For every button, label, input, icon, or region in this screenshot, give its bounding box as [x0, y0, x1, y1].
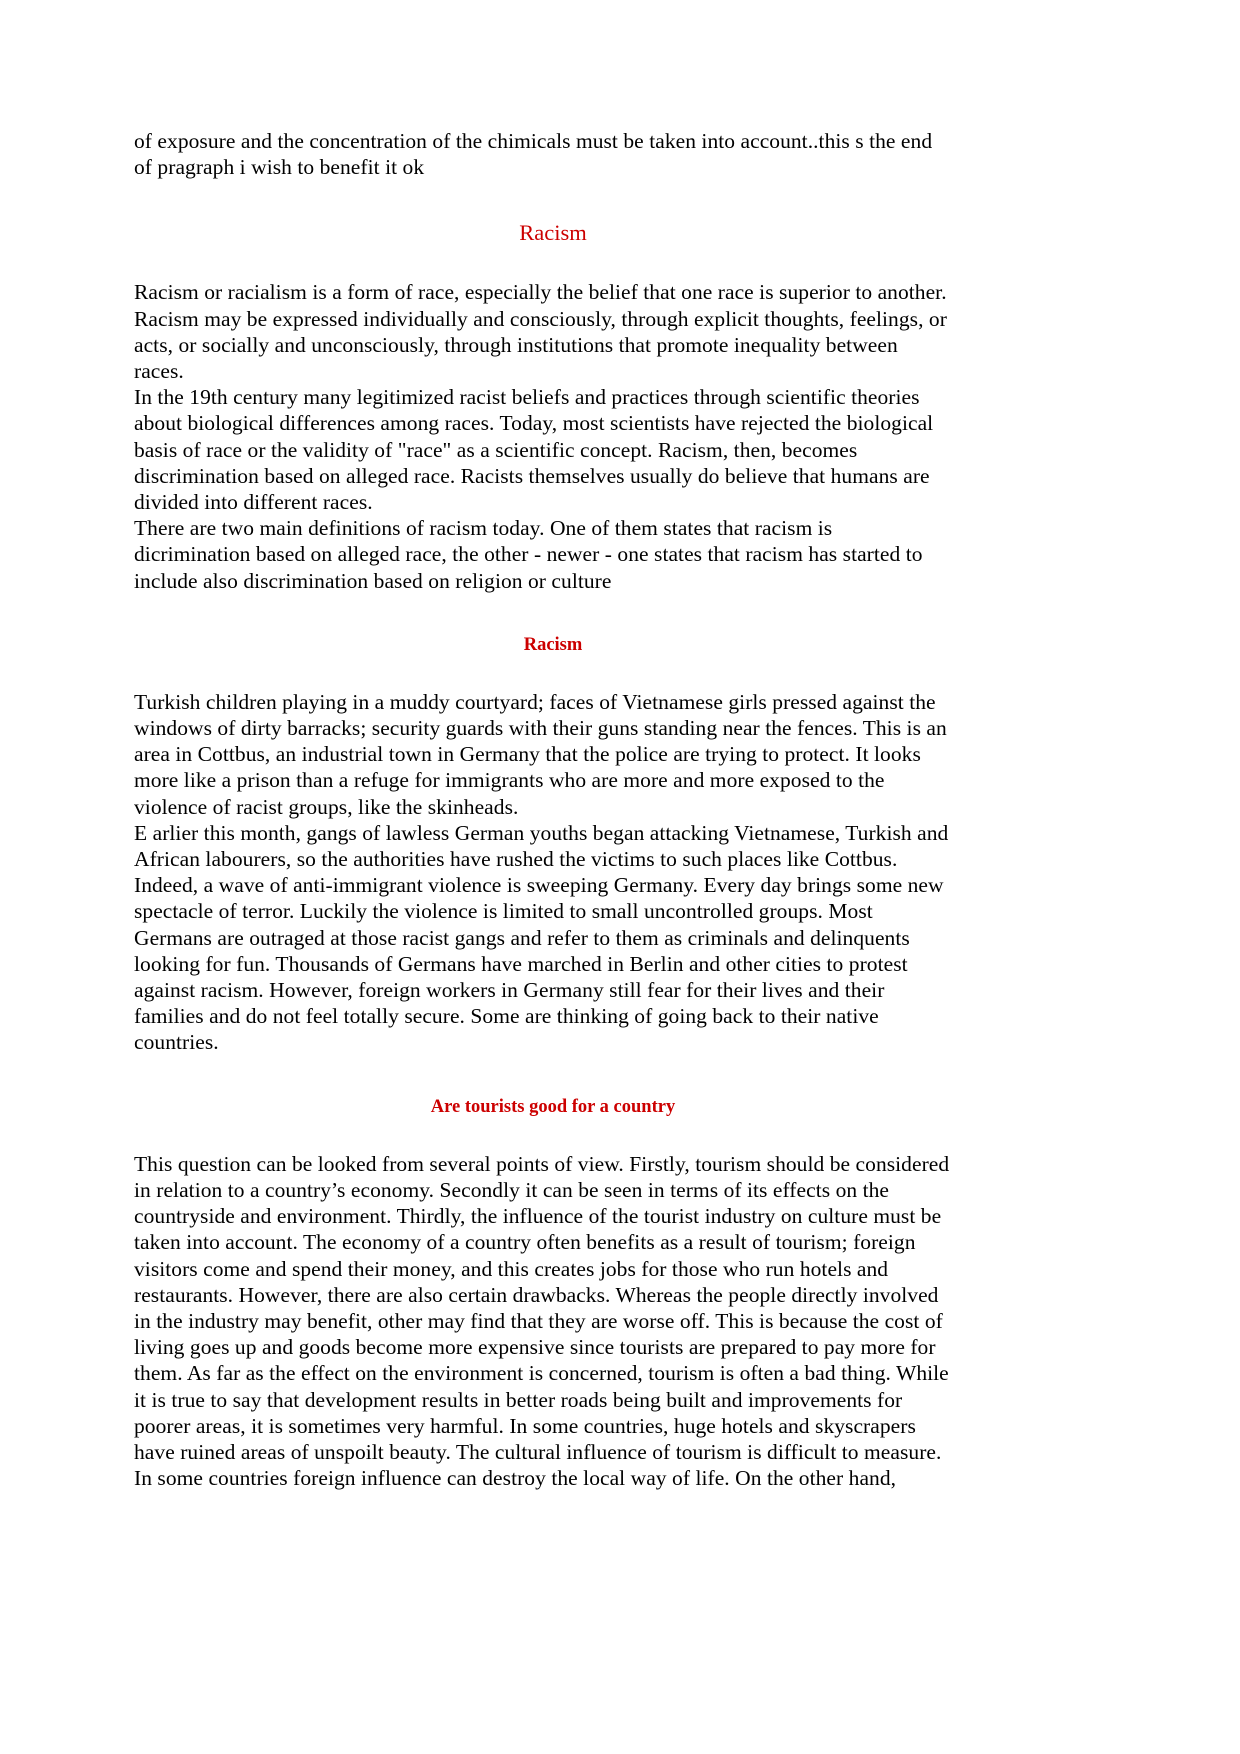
paragraph-intro: [134, 128, 984, 180]
text-line: against racism. However, foreign workers in Germany still fear for their lives and their: [134, 978, 885, 1003]
text-line: Racism may be expressed individually and consciously, through explicit thoughts, feelings, or: [134, 306, 947, 331]
text-line: it is true to say that development results in better roads being built and improvements for: [134, 1387, 903, 1412]
text-line: countryside and environment. Thirdly, the influence of the tourist industry on culture must be: [134, 1204, 942, 1229]
paragraph-intro-text: [134, 128, 984, 180]
paragraph-racism-history-text: [134, 384, 984, 515]
text-line: include also discrimination based on religion or culture: [134, 568, 612, 593]
text-line: E arlier this month, gangs of lawless German youths began attacking Vietnamese, Turkish and: [134, 820, 949, 845]
paragraph-racism-definitions-today: [134, 515, 984, 594]
text-line: divided into different races.: [134, 490, 373, 515]
text-line: have ruined areas of unspoilt beauty. The cultural influence of tourism is difficult to measure.: [134, 1439, 942, 1464]
heading-tourists: Are tourists good for a country: [430, 1096, 676, 1117]
text-line: There are two main definitions of racism today. One of them states that racism is: [134, 516, 833, 541]
text-line: In the 19th century many legitimized racist beliefs and practices through scientific theories: [134, 385, 920, 410]
text-line: Turkish children playing in a muddy courtyard; faces of Vietnamese girls pressed against the: [134, 689, 936, 714]
document-body: [134, 128, 984, 1491]
text-line: more like a prison than a refuge for immigrants who are more and more exposed to the: [134, 768, 885, 793]
text-line: Indeed, a wave of anti-immigrant violence is sweeping Germany. Every day brings some new: [134, 873, 944, 898]
text-line: of pragraph i wish to benefit it ok: [134, 155, 425, 180]
spacer: [134, 246, 984, 279]
paragraph-racism-history: [134, 384, 984, 515]
text-line: visitors come and spend their money, and this creates jobs for those who run hotels and: [134, 1256, 889, 1281]
text-line: Racism or racialism is a form of race, especially the belief that one race is superior to another.: [134, 280, 947, 305]
paragraph-tourism: [134, 1151, 984, 1492]
text-line: dicrimination based on alleged race, the other - newer - one states that racism has started to: [134, 542, 923, 567]
text-line: them. As far as the effect on the environment is concerned, tourism is often a bad thing. While: [134, 1361, 949, 1386]
paragraph-cottbus-scene: [134, 689, 984, 820]
heading-racism-primary: Racism: [519, 220, 587, 246]
text-line: violence of racist groups, like the skinheads.: [134, 794, 519, 819]
text-line: windows of dirty barracks; security guards with their guns standing near the fences. This is an: [134, 716, 947, 741]
spacer: [134, 1056, 984, 1096]
paragraph-cottbus-violence: [134, 820, 984, 1056]
text-line: Germans are outraged at those racist gangs and refer to them as criminals and delinquents: [134, 925, 910, 950]
paragraph-cottbus-violence-text: [134, 820, 984, 1056]
paragraph-racism-definition-text: [134, 279, 984, 384]
text-line: taken into account. The economy of a country often benefits as a result of tourism; foreign: [134, 1230, 916, 1255]
text-line: spectacle of terror. Luckily the violence is limited to small uncontrolled groups. Most: [134, 899, 873, 924]
spacer: [134, 594, 984, 634]
text-line: This question can be looked from several points of view. Firstly, tourism should be considered: [134, 1151, 950, 1176]
spacer: [134, 180, 984, 220]
paragraph-racism-definition: [134, 279, 984, 384]
text-line: living goes up and goods become more expensive since tourists are prepared to pay more for: [134, 1335, 936, 1360]
spacer: [134, 656, 984, 689]
spacer: [134, 1118, 984, 1151]
text-line: poorer areas, it is sometimes very harmful. In some countries, huge hotels and skyscrapers: [134, 1413, 916, 1438]
text-line: in relation to a country’s economy. Secondly it can be seen in terms of its effects on the: [134, 1177, 890, 1202]
text-line: looking for fun. Thousands of Germans have marched in Berlin and other cities to protest: [134, 951, 908, 976]
text-line: races.: [134, 359, 184, 384]
text-line: in the industry may benefit, other may find that they are worse off. This is because the cost of: [134, 1308, 943, 1333]
text-line: discrimination based on alleged race. Racists themselves usually do believe that humans are: [134, 463, 930, 488]
paragraph-racism-definitions-today-text: [134, 515, 984, 594]
text-line: restaurants. However, there are also certain drawbacks. Whereas the people directly involved: [134, 1282, 939, 1307]
text-line: In some countries foreign influence can destroy the local way of life. On the other hand,: [134, 1466, 897, 1491]
text-line: area in Cottbus, an industrial town in Germany that the police are trying to protect. It looks: [134, 742, 921, 767]
text-line: acts, or socially and unconsciously, through institutions that promote inequality between: [134, 332, 898, 357]
text-line: basis of race or the validity of "race" as a scientific concept. Racism, then, becomes: [134, 437, 858, 462]
heading-racism-secondary: Racism: [523, 634, 583, 655]
text-line: countries.: [134, 1030, 219, 1055]
text-line: about biological differences among races. Today, most scientists have rejected the biological: [134, 411, 934, 436]
text-line: families and do not feel totally secure. Some are thinking of going back to their native: [134, 1004, 879, 1029]
paragraph-tourism-text: [134, 1151, 984, 1492]
text-line: African labourers, so the authorities have rushed the victims to such places like Cottbus.: [134, 847, 898, 872]
paragraph-cottbus-scene-text: [134, 689, 984, 820]
text-line: of exposure and the concentration of the chimicals must be taken into account..this s the end: [134, 129, 933, 153]
